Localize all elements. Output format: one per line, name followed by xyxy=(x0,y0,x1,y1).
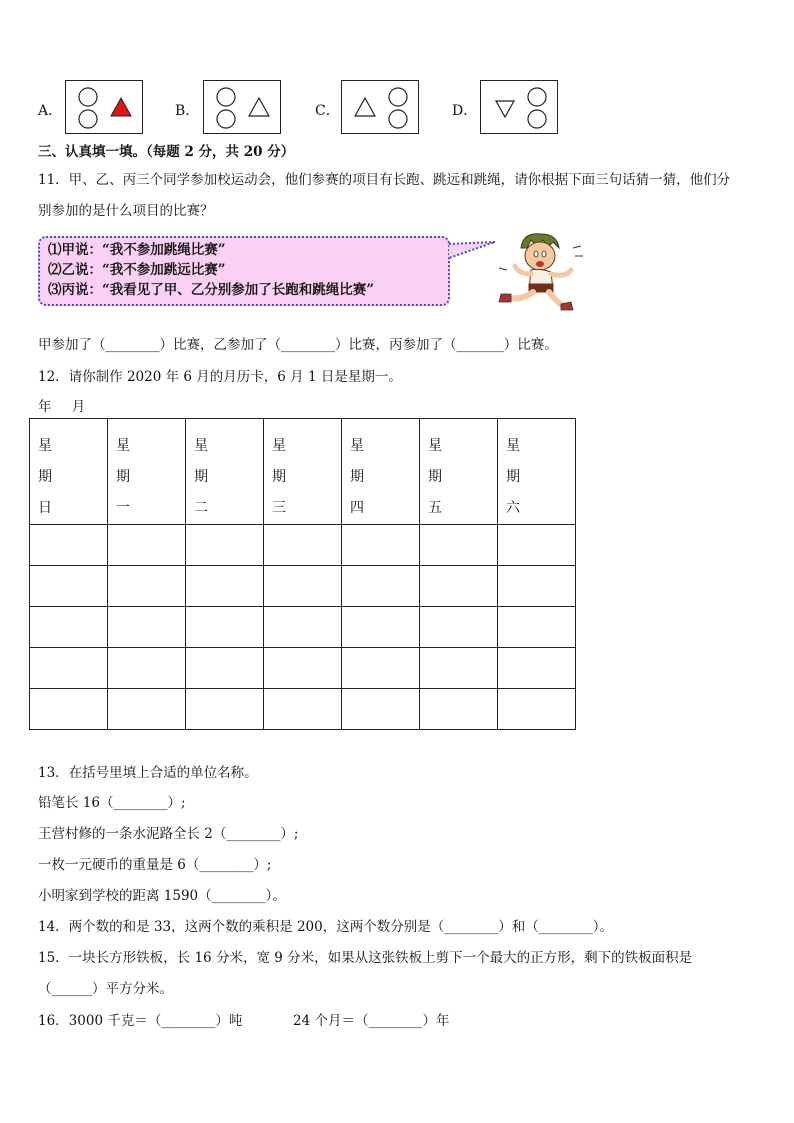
calendar-cell[interactable] xyxy=(420,689,498,730)
calendar-cell[interactable] xyxy=(108,566,186,607)
calendar-cell[interactable] xyxy=(186,525,264,566)
calendar-cell[interactable] xyxy=(342,648,420,689)
q14-text: 14．两个数的和是 33，这两个数的乘积是 200，这两个数分别是（________）和（________）。 xyxy=(38,919,613,935)
q13-item-pencil: 铅笔长 16（________）; xyxy=(38,795,186,811)
circle-icon xyxy=(528,88,546,106)
weekday-thu: 星 期 四 xyxy=(342,419,420,525)
option-c-label: C． xyxy=(315,103,340,119)
calendar-cell[interactable] xyxy=(498,689,576,730)
option-d-figure xyxy=(480,80,558,134)
q13-item-distance: 小明家到学校的距离 1590（________）。 xyxy=(38,888,286,904)
calendar-cell[interactable] xyxy=(108,525,186,566)
calendar-cell[interactable] xyxy=(30,607,108,648)
weekday-mon: 星 期 一 xyxy=(108,419,186,525)
q16-part2: 24 个月＝（________）年 xyxy=(293,1013,450,1029)
bubble-line-1: ⑴甲说：“我不参加跳绳比赛” xyxy=(48,242,226,258)
calendar-cell[interactable] xyxy=(108,607,186,648)
calendar-cell[interactable] xyxy=(420,607,498,648)
calendar-cell[interactable] xyxy=(498,607,576,648)
q15-text-line2: （______）平方分米。 xyxy=(38,981,173,997)
q12-text: 12．请你制作 2020 年 6 月的月历卡，6 月 1 日是星期一。 xyxy=(38,369,402,385)
q13-item-road: 王营村修的一条水泥路全长 2（________）; xyxy=(38,826,299,842)
circle-icon xyxy=(528,110,546,128)
calendar-cell[interactable] xyxy=(342,607,420,648)
calendar-cell[interactable] xyxy=(264,689,342,730)
calendar-cell[interactable] xyxy=(342,525,420,566)
calendar-row xyxy=(30,648,576,689)
calendar-cell[interactable] xyxy=(186,648,264,689)
calendar-cell[interactable] xyxy=(342,689,420,730)
calendar-cell[interactable] xyxy=(420,566,498,607)
q11-text-line2: 别参加的是什么项目的比赛？ xyxy=(38,203,214,219)
bubble-line-3: ⑶丙说：“我看见了甲、乙分别参加了长跑和跳绳比赛” xyxy=(48,282,375,298)
calendar-cell[interactable] xyxy=(30,525,108,566)
calendar-cell[interactable] xyxy=(30,648,108,689)
option-a-figure xyxy=(65,80,143,134)
calendar-cell[interactable] xyxy=(30,566,108,607)
circle-icon xyxy=(217,88,235,106)
q15-text-line1: 15．一块长方形铁板，长 16 分米，宽 9 分米，如果从这张铁板上剪下一个最大的正方形，剩下的铁板面积是 xyxy=(38,950,693,966)
option-b-label: B． xyxy=(175,103,200,119)
speech-bubble xyxy=(38,236,450,306)
calendar-row xyxy=(30,525,576,566)
circle-icon xyxy=(217,110,235,128)
q16-part1: 16．3000 千克＝（________）吨 xyxy=(38,1013,243,1029)
weekday-sat: 星 期 六 xyxy=(498,419,576,525)
running-boy-illustration xyxy=(493,228,585,312)
calendar-table xyxy=(29,418,576,730)
calendar-cell[interactable] xyxy=(498,566,576,607)
calendar-year-month-label: 年 月 xyxy=(38,399,94,415)
section-title: 三、认真填一填。（每题 2 分，共 20 分） xyxy=(38,144,295,160)
option-a-label: A． xyxy=(38,103,63,119)
calendar-cell[interactable] xyxy=(420,648,498,689)
q11-text-line1: 11．甲、乙、丙三个同学参加校运动会，他们参赛的项目有长跑、跳远和跳绳，请你根据下面三句话猜一猜，他们分 xyxy=(38,172,731,188)
calendar-cell[interactable] xyxy=(342,566,420,607)
calendar-cell[interactable] xyxy=(264,607,342,648)
circle-icon xyxy=(79,88,97,106)
q11-answer: 甲参加了（________）比赛，乙参加了（________）比赛，丙参加了（_______）比赛。 xyxy=(38,337,558,353)
calendar-cell[interactable] xyxy=(264,525,342,566)
calendar-cell[interactable] xyxy=(108,648,186,689)
calendar-cell[interactable] xyxy=(420,525,498,566)
bubble-line-2: ⑵乙说：“我不参加跳远比赛” xyxy=(48,262,226,278)
filled-triangle-icon xyxy=(111,98,131,116)
bubble-tail-icon xyxy=(440,236,500,266)
triangle-icon xyxy=(355,98,375,116)
q13-item-coin: 一枚一元硬币的重量是 6（________）; xyxy=(38,857,272,873)
weekday-fri: 星 期 五 xyxy=(420,419,498,525)
calendar-header-row xyxy=(30,419,576,525)
option-d-label: D． xyxy=(452,103,478,119)
calendar-cell[interactable] xyxy=(186,689,264,730)
option-b-figure xyxy=(203,80,281,134)
circle-icon xyxy=(389,110,407,128)
calendar-row xyxy=(30,689,576,730)
option-c-figure xyxy=(341,80,419,134)
calendar-cell[interactable] xyxy=(498,525,576,566)
triangle-down-icon xyxy=(496,101,514,117)
circle-icon xyxy=(79,110,97,128)
calendar-cell[interactable] xyxy=(186,566,264,607)
weekday-sun: 星 期 日 xyxy=(30,419,108,525)
weekday-tue: 星 期 二 xyxy=(186,419,264,525)
q13-text: 13．在括号里填上合适的单位名称。 xyxy=(38,765,258,781)
circle-icon xyxy=(389,88,407,106)
calendar-cell[interactable] xyxy=(264,648,342,689)
calendar-row xyxy=(30,566,576,607)
triangle-icon xyxy=(249,98,269,116)
calendar-cell[interactable] xyxy=(108,689,186,730)
calendar-cell[interactable] xyxy=(186,607,264,648)
calendar-row xyxy=(30,607,576,648)
calendar-cell[interactable] xyxy=(30,689,108,730)
calendar-cell[interactable] xyxy=(498,648,576,689)
calendar-cell[interactable] xyxy=(264,566,342,607)
weekday-wed: 星 期 三 xyxy=(264,419,342,525)
